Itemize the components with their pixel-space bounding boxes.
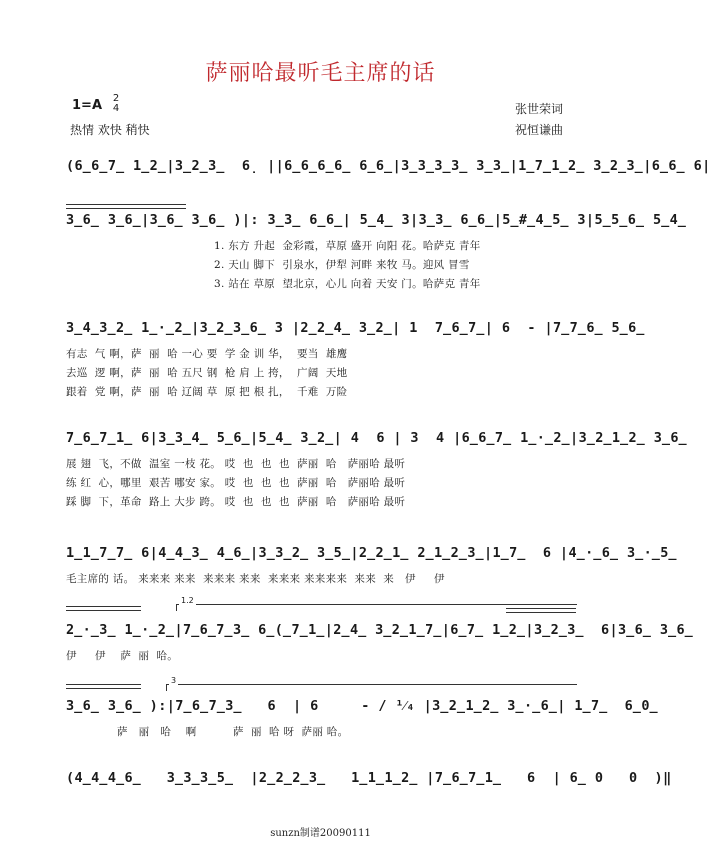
notation-line: 1̲1̲7̲7̲ 6|4̲4̲3̲ 4̲6̲|3̲3̲2̲ 3̲5̲|2̲2̲1̲ 2̲1̲2̲3̲|1̲7̲ 6 |4̲·̲6̲ 3̲·̲5̲ xyxy=(66,545,677,561)
divider-line xyxy=(66,606,141,607)
score-system-2 xyxy=(66,212,687,292)
lyric-verse-2: 练 红 心，哪里 艰苦 哪安 家。 哎 也 也 也 萨丽 哈 萨丽哈 最听 xyxy=(66,477,406,489)
time-signature-bottom: 4 xyxy=(112,103,120,114)
score-system-5 xyxy=(66,545,677,585)
lyric-verse-3: 3. 站在 草原 望北京，心儿 向着 天安 门。哈萨克 青年 xyxy=(214,278,481,290)
volta-bracket-1-2: 1.2 xyxy=(176,604,577,611)
composer-credit: 祝恒谦曲 xyxy=(515,123,564,137)
divider-line xyxy=(66,208,186,209)
lyric-verse-3: 跟着 党 啊，萨 丽 哈 辽阔 草 原 把 根 扎， 千难 万险 xyxy=(66,386,348,398)
divider-line xyxy=(506,608,576,609)
notation-line: (6̲6̲7̲ 1̲2̲|3̲2̲3̲ 6̣ ||6̲6̲6̲6̲ 6̲6̲|3̲3̲3̲3̲ 3̲3̲|1̲7̲1̲2̲ 3̲2̲3̲|6̲6̲ 6| xyxy=(66,158,711,174)
lyric-verse-2: 2. 天山 脚下 引泉水，伊犁 河畔 来牧 马。迎风 冒雪 xyxy=(214,259,470,271)
lyric-verse-3: 踩 脚 下，革命 路上 大步 跨。 哎 也 也 也 萨丽 哈 萨丽哈 最听 xyxy=(66,496,406,508)
notation-line: 7̲6̲7̲1̲ 6|3̲3̲4̲ 5̲6̲|5̲4̲ 3̲2̲| 4 6 | 3 4 |6̲6̲7̲ 1̲·̲2̲|3̲2̲1̲2̲ 3̲6̲ xyxy=(66,430,688,446)
time-signature-top: 2 xyxy=(112,93,120,104)
notation-line: 3̲6̲ 3̲6̲ ):|7̲6̲7̲3̲ 6 | 6 - / ¹⁄₄ |3̲2̲1̲2̲ 3̲·̲6̲| 1̲7̲ 6̲0̲ xyxy=(66,698,658,714)
volta-bracket-3: 3 xyxy=(166,684,577,691)
score-system-4 xyxy=(66,430,688,510)
score-system-8 xyxy=(66,770,672,794)
lyricist-credit: 张世荣词 xyxy=(515,102,564,116)
lyric-verse-1: 1. 东方 升起 金彩霞，草原 盛开 向阳 花。哈萨克 青年 xyxy=(214,240,481,252)
divider-line xyxy=(506,612,576,613)
lyric-verse-1: 伊 伊 萨 丽 哈。 xyxy=(66,650,179,662)
footer-credit: sunzn制谱20090111 xyxy=(270,828,371,839)
notation-line: 3̲6̲ 3̲6̲|3̲6̲ 3̲6̲ )|: 3̲3̲ 6̲6̲| 5̲4̲ 3|3̲3̲ 6̲6̲|5̲#̲4̲5̲ 3|5̲5̲6̲ 5̲4̲ xyxy=(66,212,687,228)
lyric-verse-1: 展 翅 飞，不做 温室 一枝 花。 哎 也 也 也 萨丽 哈 萨丽哈 最听 xyxy=(66,458,406,470)
lyric-verse-1: 萨 丽 哈 啊 萨 丽 哈 呀 萨丽 哈。 xyxy=(66,726,349,738)
score-system-1 xyxy=(66,158,711,178)
score-system-7 xyxy=(66,676,658,738)
lyric-verse-1: 毛主席的 话。 来来来 来来 来来来 来来 来来来 来来来来 来来 来 伊 伊 xyxy=(66,573,445,585)
lyric-verse-1: 有志 气 啊，萨 丽 哈 一心 要 学 金 训 华， 要当 雄鹰 xyxy=(66,348,348,360)
tempo-mood: 热情 欢快 稍快 xyxy=(70,123,150,137)
notation-line: 3̲4̲3̲2̲ 1̲·̲2̲|3̲2̲3̲6̲ 3 |2̲2̲4̲ 3̲2̲| 1 7̲6̲7̲| 6 - |7̲7̲6̲ 5̲6̲ xyxy=(66,320,645,336)
divider-line xyxy=(66,688,141,689)
divider-line xyxy=(66,610,141,611)
song-title: 萨丽哈最听毛主席的话 xyxy=(205,61,436,86)
score-system-6 xyxy=(66,596,694,662)
lyric-verse-2: 去巡 逻 啊，萨 丽 哈 五尺 钢 枪 肩 上 挎， 广阔 天地 xyxy=(66,367,348,379)
notation-line: (4̲4̲4̲6̲ 3̲3̲3̲5̲ |2̲2̲2̲3̲ 1̲1̲1̲2̲ |7̲6̲7̲1̲ 6 | 6̲ 0 0 )‖ xyxy=(66,770,672,786)
divider-line xyxy=(66,204,186,205)
notation-line: 2̲·̲3̲ 1̲·̲2̲|7̲6̲7̲3̲ 6̲(̲7̲1̲|2̲4̲ 3̲2̲1̲7̲|6̲7̲ 1̲2̲|3̲2̲3̲ 6|3̲6̲ 3̲6̲ xyxy=(66,622,694,638)
key-signature: 1=A xyxy=(72,98,102,113)
score-system-3 xyxy=(66,320,645,400)
time-signature xyxy=(110,94,122,114)
divider-line xyxy=(66,684,141,685)
